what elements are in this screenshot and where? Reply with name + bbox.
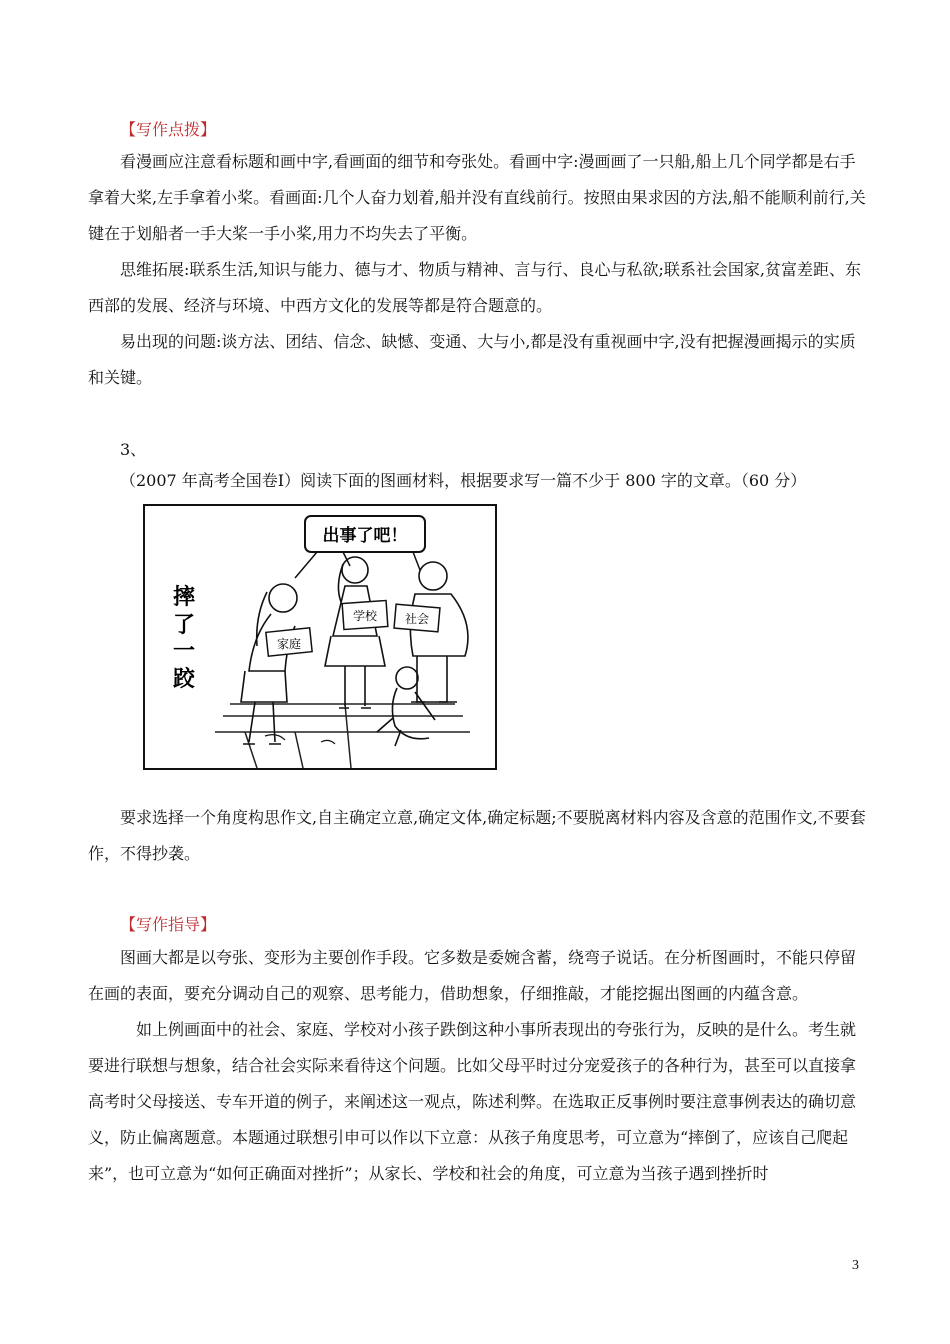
figure-family [241, 584, 297, 744]
section-heading-writing-guide: 【写作指导】 [120, 915, 217, 934]
cartoon-title-char: 跤 [173, 666, 196, 691]
sign-school-text: 学校 [352, 609, 378, 623]
page-number: 3 [852, 1258, 859, 1273]
paragraph-guide-intro: 图画大都是以夸张、变形为主要创作手段。它多数是委婉含蓄，绕弯子说话。在分析图画时，不能只停留在画的表面，要充分调动自己的观察、思考能力，借助想象，仔细推敲，才能挖掘出图画的内蕴含意。 [88, 948, 857, 1003]
sign-society [394, 604, 440, 632]
fallen-child [377, 667, 435, 746]
question-number: 3、 [120, 440, 147, 459]
paragraph-common-problems: 易出现的问题:谈方法、团结、信念、缺憾、变通、大与小,都是没有重视画中字,没有把握漫画揭示的实质和关键。 [88, 332, 856, 387]
sign-school [342, 600, 388, 629]
sign-society-text: 社会 [404, 612, 430, 626]
sign-family-text: 家庭 [276, 637, 302, 651]
speech-text: 出事了吧！ [322, 526, 408, 545]
cartoon-title-char: 一 [173, 638, 196, 663]
question-prompt: （2007 年高考全国卷Ⅰ）阅读下面的图画材料，根据要求写一篇不少于 800 字的文章。（60 分） [120, 471, 807, 490]
cartoon-title-char: 摔 [173, 584, 196, 609]
cartoon-title-char: 了 [173, 612, 196, 637]
paragraph-thinking-extension: 思维拓展:联系生活,知识与能力、德与才、物质与精神、言与行、良心与私欲;联系社会国家,贫富差距、东西部的发展、经济与环境、中西方文化的发展等都是符合题意的。 [88, 260, 861, 315]
cartoon-illustration [143, 504, 497, 770]
cartoon-drawing [145, 506, 495, 768]
section-heading-writing-tips: 【写作点拨】 [120, 120, 217, 139]
speech-bubble [295, 516, 425, 578]
figure-society [410, 562, 468, 702]
paragraph-guide-example: 如上例画面中的社会、家庭、学校对小孩子跌倒这种小事所表现出的夸张行为，反映的是什么。考生就要进行联想与想象，结合社会实际来看待这个问题。比如父母平时过分宠爱孩子的各种行为，甚至可以直接拿高考时父母接送、专车开道的例子，来阐述这一观点，陈述利弊。在选取正反事例时要注意事例表达的确切意义，防止偏离题意。本题通过联想引申可以作以下立意：从孩子角度思考，可立意为“摔倒了，应该自己爬起来”，也可立意为“如何正确面对挫折”；从家长、学校和社会的角度，可立意为当孩子遇到挫折时 [88, 1020, 857, 1183]
paragraph-cartoon-reading: 看漫画应注意看标题和画中字,看画面的细节和夸张处。看画中字:漫画画了一只船,船上几个同学都是右手拿着大桨,左手拿着小桨。看画面:几个人奋力划着,船并没有直线前行。按照由果求因的方法,船不能顺利前行,关键在于划船者一手大桨一手小桨,用力不均失去了平衡。 [88, 152, 866, 243]
sign-family [266, 628, 312, 656]
paragraph-requirements: 要求选择一个角度构思作文,自主确定立意,确定文体,确定标题;不要脱离材料内容及含意的范围作文,不要套作，不得抄袭。 [88, 808, 866, 863]
figure-school [325, 557, 385, 708]
